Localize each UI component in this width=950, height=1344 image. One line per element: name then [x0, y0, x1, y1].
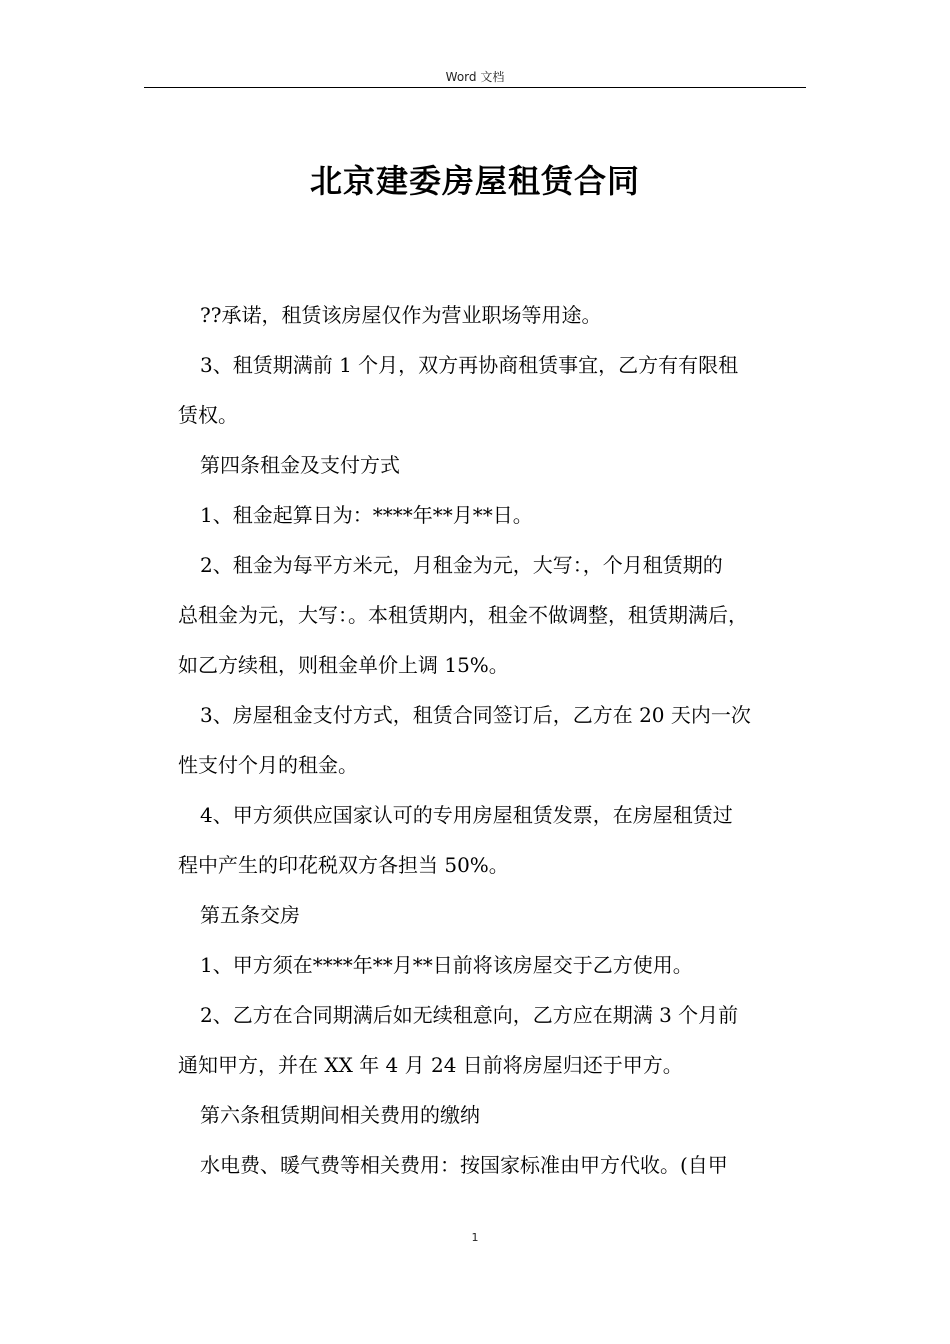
paragraph	[178, 1140, 818, 1190]
paragraph	[178, 690, 818, 790]
paragraph	[178, 340, 818, 440]
text-line: 赁权。	[178, 403, 238, 427]
text-line: ??承诺，租赁该房屋仅作为营业职场等用途。	[200, 303, 602, 327]
text-line: 总租金为元，大写：。本租赁期内，租金不做调整，租赁期满后，	[178, 603, 748, 627]
page-number: 1	[471, 1231, 479, 1244]
text-line: 2、租金为每平方米元，月租金为元，大写：，个月租赁期的	[200, 553, 723, 577]
text-line: 3、房屋租金支付方式，租赁合同签订后，乙方在 20 天内一次	[200, 703, 751, 727]
text-line: 通知甲方，并在 XX 年 4 月 24 日前将房屋归还于甲方。	[178, 1053, 683, 1077]
paragraph	[178, 790, 818, 890]
section-heading	[178, 440, 818, 490]
text-line: 1、甲方须在****年**月**日前将该房屋交于乙方使用。	[200, 953, 693, 977]
section-heading	[178, 890, 818, 940]
document-body	[178, 290, 818, 1190]
text-line: 2、乙方在合同期满后如无续租意向，乙方应在期满 3 个月前	[200, 1003, 739, 1027]
document-title: 北京建委房屋租赁合同	[309, 162, 640, 200]
text-line: 性支付个月的租金。	[178, 753, 358, 777]
section-heading	[178, 1090, 818, 1140]
text-line: 程中产生的印花税双方各担当 50%。	[178, 853, 509, 877]
text-line: 1、租金起算日为：****年**月**日。	[200, 503, 533, 527]
text-line: 水电费、暖气费等相关费用：按国家标准由甲方代收。(自甲	[200, 1153, 728, 1177]
header-rule	[144, 87, 806, 88]
text-line: 第四条租金及支付方式	[200, 453, 400, 477]
paragraph	[178, 940, 818, 990]
text-line: 3、租赁期满前 1 个月，双方再协商租赁事宜，乙方有有限租	[200, 353, 739, 377]
paragraph	[178, 990, 818, 1090]
text-line: 第六条租赁期间相关费用的缴纳	[200, 1103, 480, 1127]
text-line: 如乙方续租，则租金单价上调 15%。	[178, 653, 509, 677]
paragraph	[178, 490, 818, 540]
header-label: Word 文档	[445, 70, 505, 84]
text-line: 第五条交房	[200, 903, 300, 927]
paragraph	[178, 540, 818, 690]
paragraph	[178, 290, 818, 340]
text-line: 4、甲方须供应国家认可的专用房屋租赁发票，在房屋租赁过	[200, 803, 733, 827]
